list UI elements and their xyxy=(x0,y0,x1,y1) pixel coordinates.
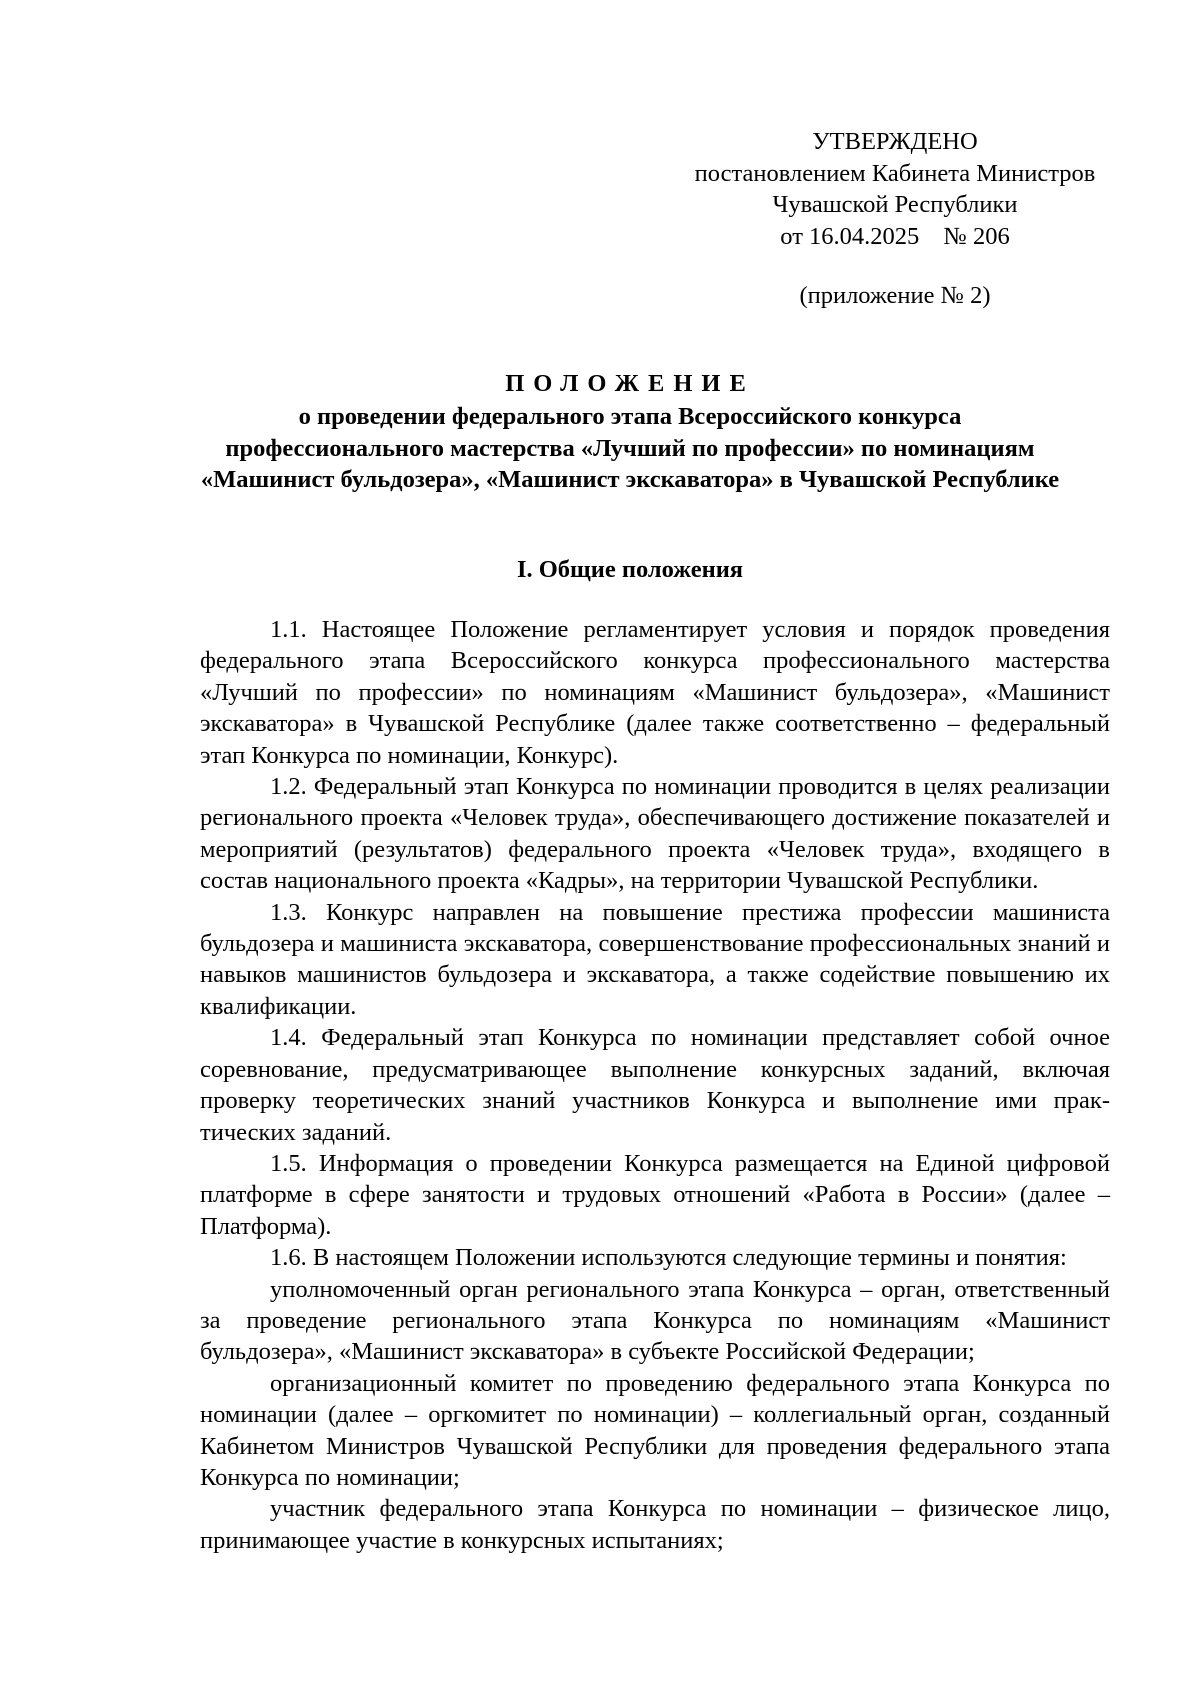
definition-authorized-body: уполномоченный орган регионального этапа Конкурса – орган, ответственный за проведение регионального этапа Конкурса по номинациям «Машинист бульдозера», «Машинист экскаватора» в субъекте Российской Федерации; xyxy=(200,1275,1110,1366)
subtitle-line: «Машинист бульдозера», «Машинист экскаватора» в Чувашской Республике xyxy=(200,466,1060,493)
document-title: ПОЛОЖЕНИЕ xyxy=(505,370,755,397)
definition-participant: участник федерального этапа Конкурса по номинации – физическое лицо, принимающее участие в конкурсных испытаниях; xyxy=(200,1495,1110,1554)
appendix-label: (приложение № 2) xyxy=(799,282,991,309)
approval-date-number xyxy=(670,221,1120,253)
document-subtitle xyxy=(150,401,1110,496)
approval-region: Чувашской Республики xyxy=(772,191,1018,218)
approval-date: от 16.04.2025 xyxy=(780,222,920,250)
paragraph-1-5: 1.5. Информация о проведении Конкурса размещается на Единой цифровой платформе в сфере занятости и трудовых отношений «Работа в России» (далее – Платформа). xyxy=(200,1149,1110,1240)
approval-number: № 206 xyxy=(943,222,1010,250)
paragraph-1-1: 1.1. Настоящее Положение регламентирует условия и порядок проведения федерального этапа Всероссийского конкурса профессионального мастерства «Лучший по профессии» по номинациям «Машинист бульдозера», «Машинист экскаватора» в Чувашской Республике (далее также соответственно – федеральный этап Конкурса по номинации, Конкурс). xyxy=(200,616,1110,769)
paragraph-1-4: 1.4. Федеральный этап Конкурса по номинации представляет собой очное соревнование, предусматривающее выполнение конкурсных заданий, включая проверку теоретических знаний участников Конкурса и выполнение ими практических заданий. xyxy=(200,1024,1110,1146)
subtitle-line: о проведении федерального этапа Всероссийского конкурса xyxy=(298,403,962,430)
approval-heading: УТВЕРЖДЕНО xyxy=(812,128,978,155)
approval-stamp xyxy=(670,126,1120,252)
paragraph-1-2: 1.2. Федеральный этап Конкурса по номинации проводится в целях реализации регионального проекта «Человек труда», обеспечивающего достижение показателей и мероприятий (результатов) федерального проекта «Человек труда», входящего в состав национального проекта «Кадры», на территории Чувашской Республики. xyxy=(200,773,1110,895)
section-heading: I. Общие положения xyxy=(516,556,744,583)
paragraph-1-3: 1.3. Конкурс направлен на повышение престижа профессии машиниста бульдозера и машиниста экскаватора, совершенствование профессиональных знаний и навыков машинистов бульдозера и экскаватора, а также содействие повышению их квалификации. xyxy=(200,898,1110,1020)
definition-organizing-committee: организационный комитет по проведению федерального этапа Конкурса по номинации (далее – оргкомитет по номинации) – коллегиальный орган, созданный Кабинетом Министров Чувашской Республики для проведения федерального этапа Конкурса по номинации; xyxy=(200,1369,1110,1491)
paragraph-1-6: 1.6. В настоящем Положении используются следующие термины и понятия: xyxy=(270,1244,1067,1272)
approval-issuer: постановлением Кабинета Министров xyxy=(694,159,1096,187)
subtitle-line: профессионального мастерства «Лучший по профессии» по номинациям xyxy=(225,434,1035,462)
document-body xyxy=(200,614,1110,1556)
